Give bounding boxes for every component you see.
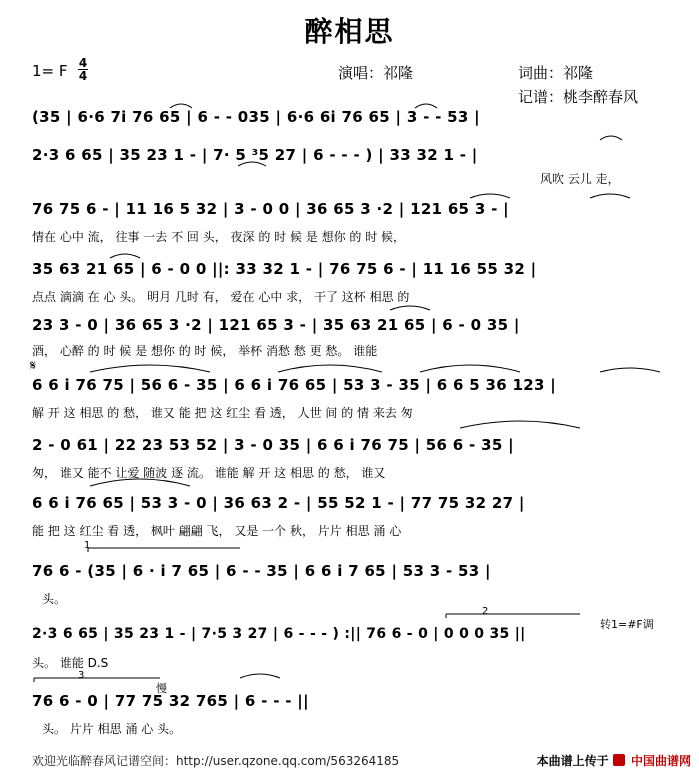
music-row-10: 2·3 6 65 | 35 23 1 - | 7·5 3 27 | 6 - - - ) :|| 76 6 - 0 | 0 0 0 35 || bbox=[32, 626, 526, 642]
time-signature-bottom: 4 bbox=[78, 69, 88, 83]
volta-2-marker: 2 bbox=[482, 606, 489, 617]
music-row-7: 2 - 0 61 | 22 23 53 52 | 3 - 0 35 | 6 6 i 76 75 | 56 6 - 35 | bbox=[32, 436, 514, 454]
lyric-row-7: 匆， 谁又 能不 让爱 随波 逐 流。 谁能 解 开 这 相思 的 愁， 谁又 bbox=[32, 466, 386, 480]
song-title: 醉相思 bbox=[304, 15, 395, 48]
lyric-row-10: 头。 谁能 D.S bbox=[32, 656, 109, 670]
footer-upload bbox=[537, 752, 691, 769]
music-row-9: 76 6 - (35 | 6 · i 7 65 | 6 - - 35 | 6 6 i 7 65 | 53 3 - 53 | bbox=[32, 562, 491, 580]
footer-upload-label: 本曲谱上传于 bbox=[536, 754, 609, 768]
time-signature-top: 4 bbox=[78, 56, 88, 70]
modulation-marker: 转1=#F调 bbox=[600, 618, 654, 631]
music-row-11: 76 6 - 0 | 77 75 32 765 | 6 - - - || bbox=[32, 692, 309, 710]
site-logo-icon bbox=[613, 754, 625, 766]
segno-marker: 𝄋 bbox=[30, 358, 37, 374]
lyric-row-9: 头。 bbox=[42, 592, 67, 606]
lyric-row-5: 酒， 心醉 的 时 候 是 想你 的 时 候， 举杯 消愁 愁 更 愁。 谁能 bbox=[32, 344, 378, 358]
music-row-4: 35 63 21 65 | 6 - 0 0 ||: 33 32 1 - | 76 75 6 - | 11 16 55 32 | bbox=[32, 260, 537, 278]
music-row-1: (35 | 6·6 7i 76 65 | 6 - - 035 | 6·6 6i 76 65 | 3 - - 53 | bbox=[32, 108, 480, 126]
lyric-row-6: 解 开 这 相思 的 愁， 谁又 能 把 这 红尘 看 透， 人世 间 的 情 来去 匆 bbox=[32, 406, 413, 420]
music-row-3: 76 75 6 - | 11 16 5 32 | 3 - 0 0 | 36 65 3 ·2 | 121 65 3 - | bbox=[32, 200, 509, 218]
volta-1-marker: 1 bbox=[84, 540, 91, 551]
music-row-6: 6 6 i 76 75 | 56 6 - 35 | 6 6 i 76 65 | 53 3 - 35 | 6 6 5 36 123 | bbox=[32, 376, 557, 394]
lyric-row-3: 情在 心中 流， 往事 一去 不 回 头， 夜深 的 时 候 是 想你 的 时 候， bbox=[32, 230, 406, 244]
tempo-slow-marker: 慢 bbox=[156, 682, 167, 695]
volta-3-marker: 3 bbox=[78, 670, 85, 681]
composer-credit: 词曲：祁隆 bbox=[518, 64, 594, 82]
lyric-row-11: 头。 片片 相思 涌 心 头。 bbox=[42, 722, 182, 736]
lyric-row-2: 风吹 云儿 走， bbox=[540, 172, 620, 186]
music-row-8: 6 6 i 76 65 | 53 3 - 0 | 36 63 2 - | 55 52 1 - | 77 75 32 27 | bbox=[32, 494, 525, 512]
footer-site-name[interactable]: 中国曲谱网 bbox=[630, 754, 691, 768]
transcriber-credit: 记谱：桃李醉春风 bbox=[518, 88, 639, 106]
lyric-row-8: 能 把 这 红尘 看 透， 枫叶 翩翩 飞， 又是 一个 秋， 片片 相思 涌 心 bbox=[32, 524, 402, 538]
lyric-row-4: 点点 滴滴 在 心 头。 明月 几时 有， 爱在 心中 求， 干了 这杯 相思 的 bbox=[32, 290, 410, 304]
music-row-5: 23 3 - 0 | 36 65 3 ·2 | 121 65 3 - | 35 63 21 65 | 6 - 0 35 | bbox=[32, 316, 520, 334]
singer-credit: 演唱：祁隆 bbox=[338, 64, 414, 82]
footer-credit: 欢迎光临醉春风记谱空间：http://user.qzone.qq.com/563264185 bbox=[32, 754, 400, 768]
music-row-2: 2·3 6 65 | 35 23 1 - | 7· 5 ³5 27 | 6 - - - ) | 33 32 1 - | bbox=[32, 146, 478, 164]
key-signature: 1= F bbox=[32, 62, 68, 80]
